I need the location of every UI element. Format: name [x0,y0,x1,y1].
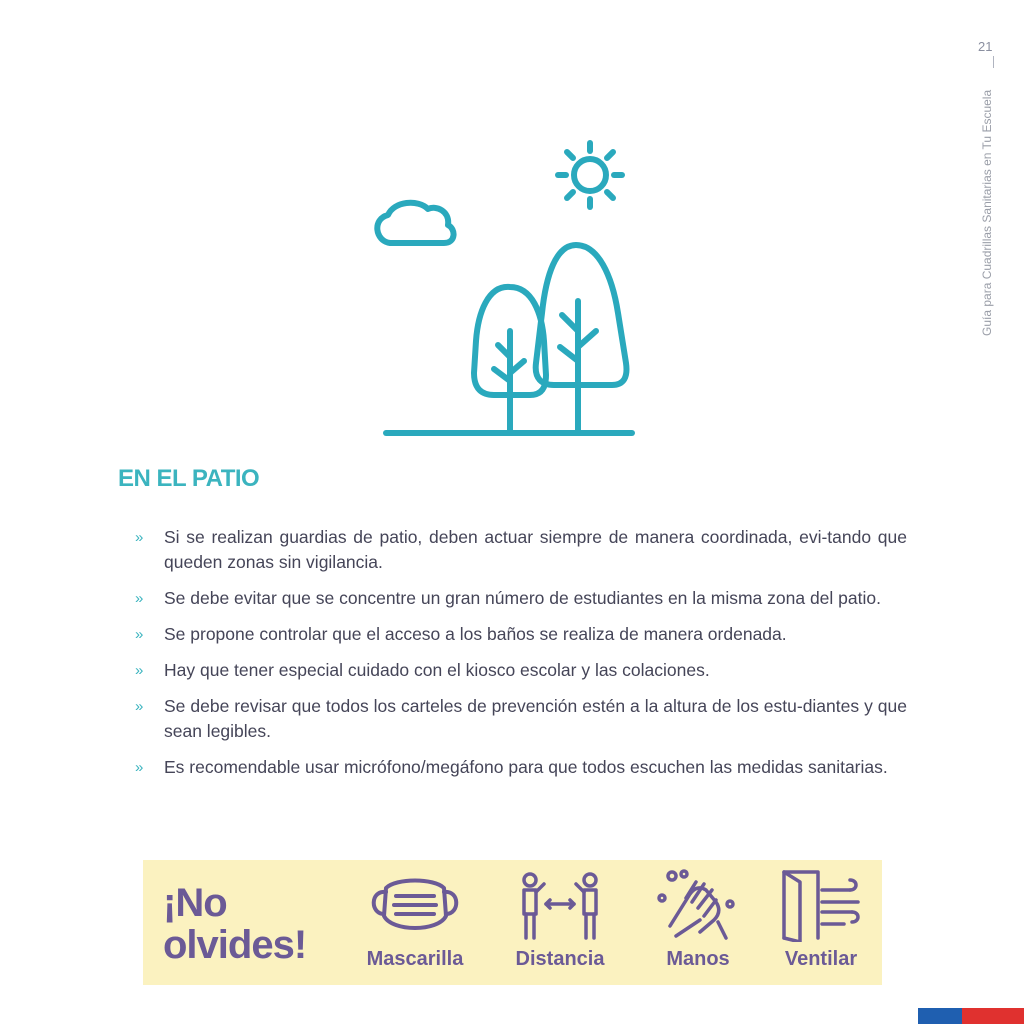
bullet-marker: » [135,759,144,776]
banner-item-ventilate [773,868,869,971]
bullet-marker: » [135,590,144,607]
hands-icon [656,868,740,942]
bullet-marker: » [135,626,144,643]
park-trees-illustration [360,135,650,440]
header-divider [993,56,994,68]
banner-item-label: Mascarilla [366,948,464,970]
list-item-text: Si se realizan guardias de patio, deben actuar siempre de manera coordinada, evi-tando que queden zonas sin vigilancia. [164,527,907,572]
reminder-banner [143,860,882,985]
flag-red-segment [962,1008,1024,1024]
list-item [135,622,907,647]
page-number: 21 [978,39,993,54]
list-item-text: Se debe revisar que todos los carteles de prevención estén a la altura de los estu-diantes y que sean legibles. [164,696,907,741]
banner-item-hands [655,868,741,971]
banner-item-label: Distancia [515,948,605,970]
list-item-text: Hay que tener especial cuidado con el kiosco escolar y las colaciones. [164,660,710,680]
list-item-text: Se debe evitar que se concentre un gran número de estudiantes en la misma zona del patio. [164,588,881,608]
banner-headline-line1: ¡No [163,881,227,925]
flag-blue-segment [918,1008,962,1024]
banner-item-distance [509,868,611,971]
banner-item-label: Manos [666,948,730,970]
list-item [135,525,907,575]
sun-icon [558,143,622,207]
banner-headline-line2: olvides! [163,923,307,967]
cloud-icon [377,203,453,243]
mask-icon [366,868,464,942]
banner-item-mask [360,868,470,971]
section-title: EN EL PATIO [118,465,260,492]
chile-flag-stripe [918,1008,1024,1024]
banner-item-label: Ventilar [784,948,858,970]
list-item-text: Se propone controlar que el acceso a los baños se realiza de manera ordenada. [164,624,787,644]
bullet-marker: » [135,698,144,715]
list-item-text: Es recomendable usar micrófono/megáfono para que todos escuchen las medidas sanitarias. [164,757,888,777]
list-item [135,694,907,744]
bullet-marker: » [135,529,144,546]
list-item [135,586,907,611]
bullet-marker: » [135,662,144,679]
document-side-title: Guía para Cuadrillas Sanitarias en Tu Escuela [980,89,994,336]
ventilate-icon [778,868,864,942]
list-item [135,658,907,683]
large-tree-crown [536,245,627,385]
list-item [135,755,907,780]
bullet-list [135,525,907,791]
distance-icon [512,868,608,942]
banner-headline [163,882,306,966]
